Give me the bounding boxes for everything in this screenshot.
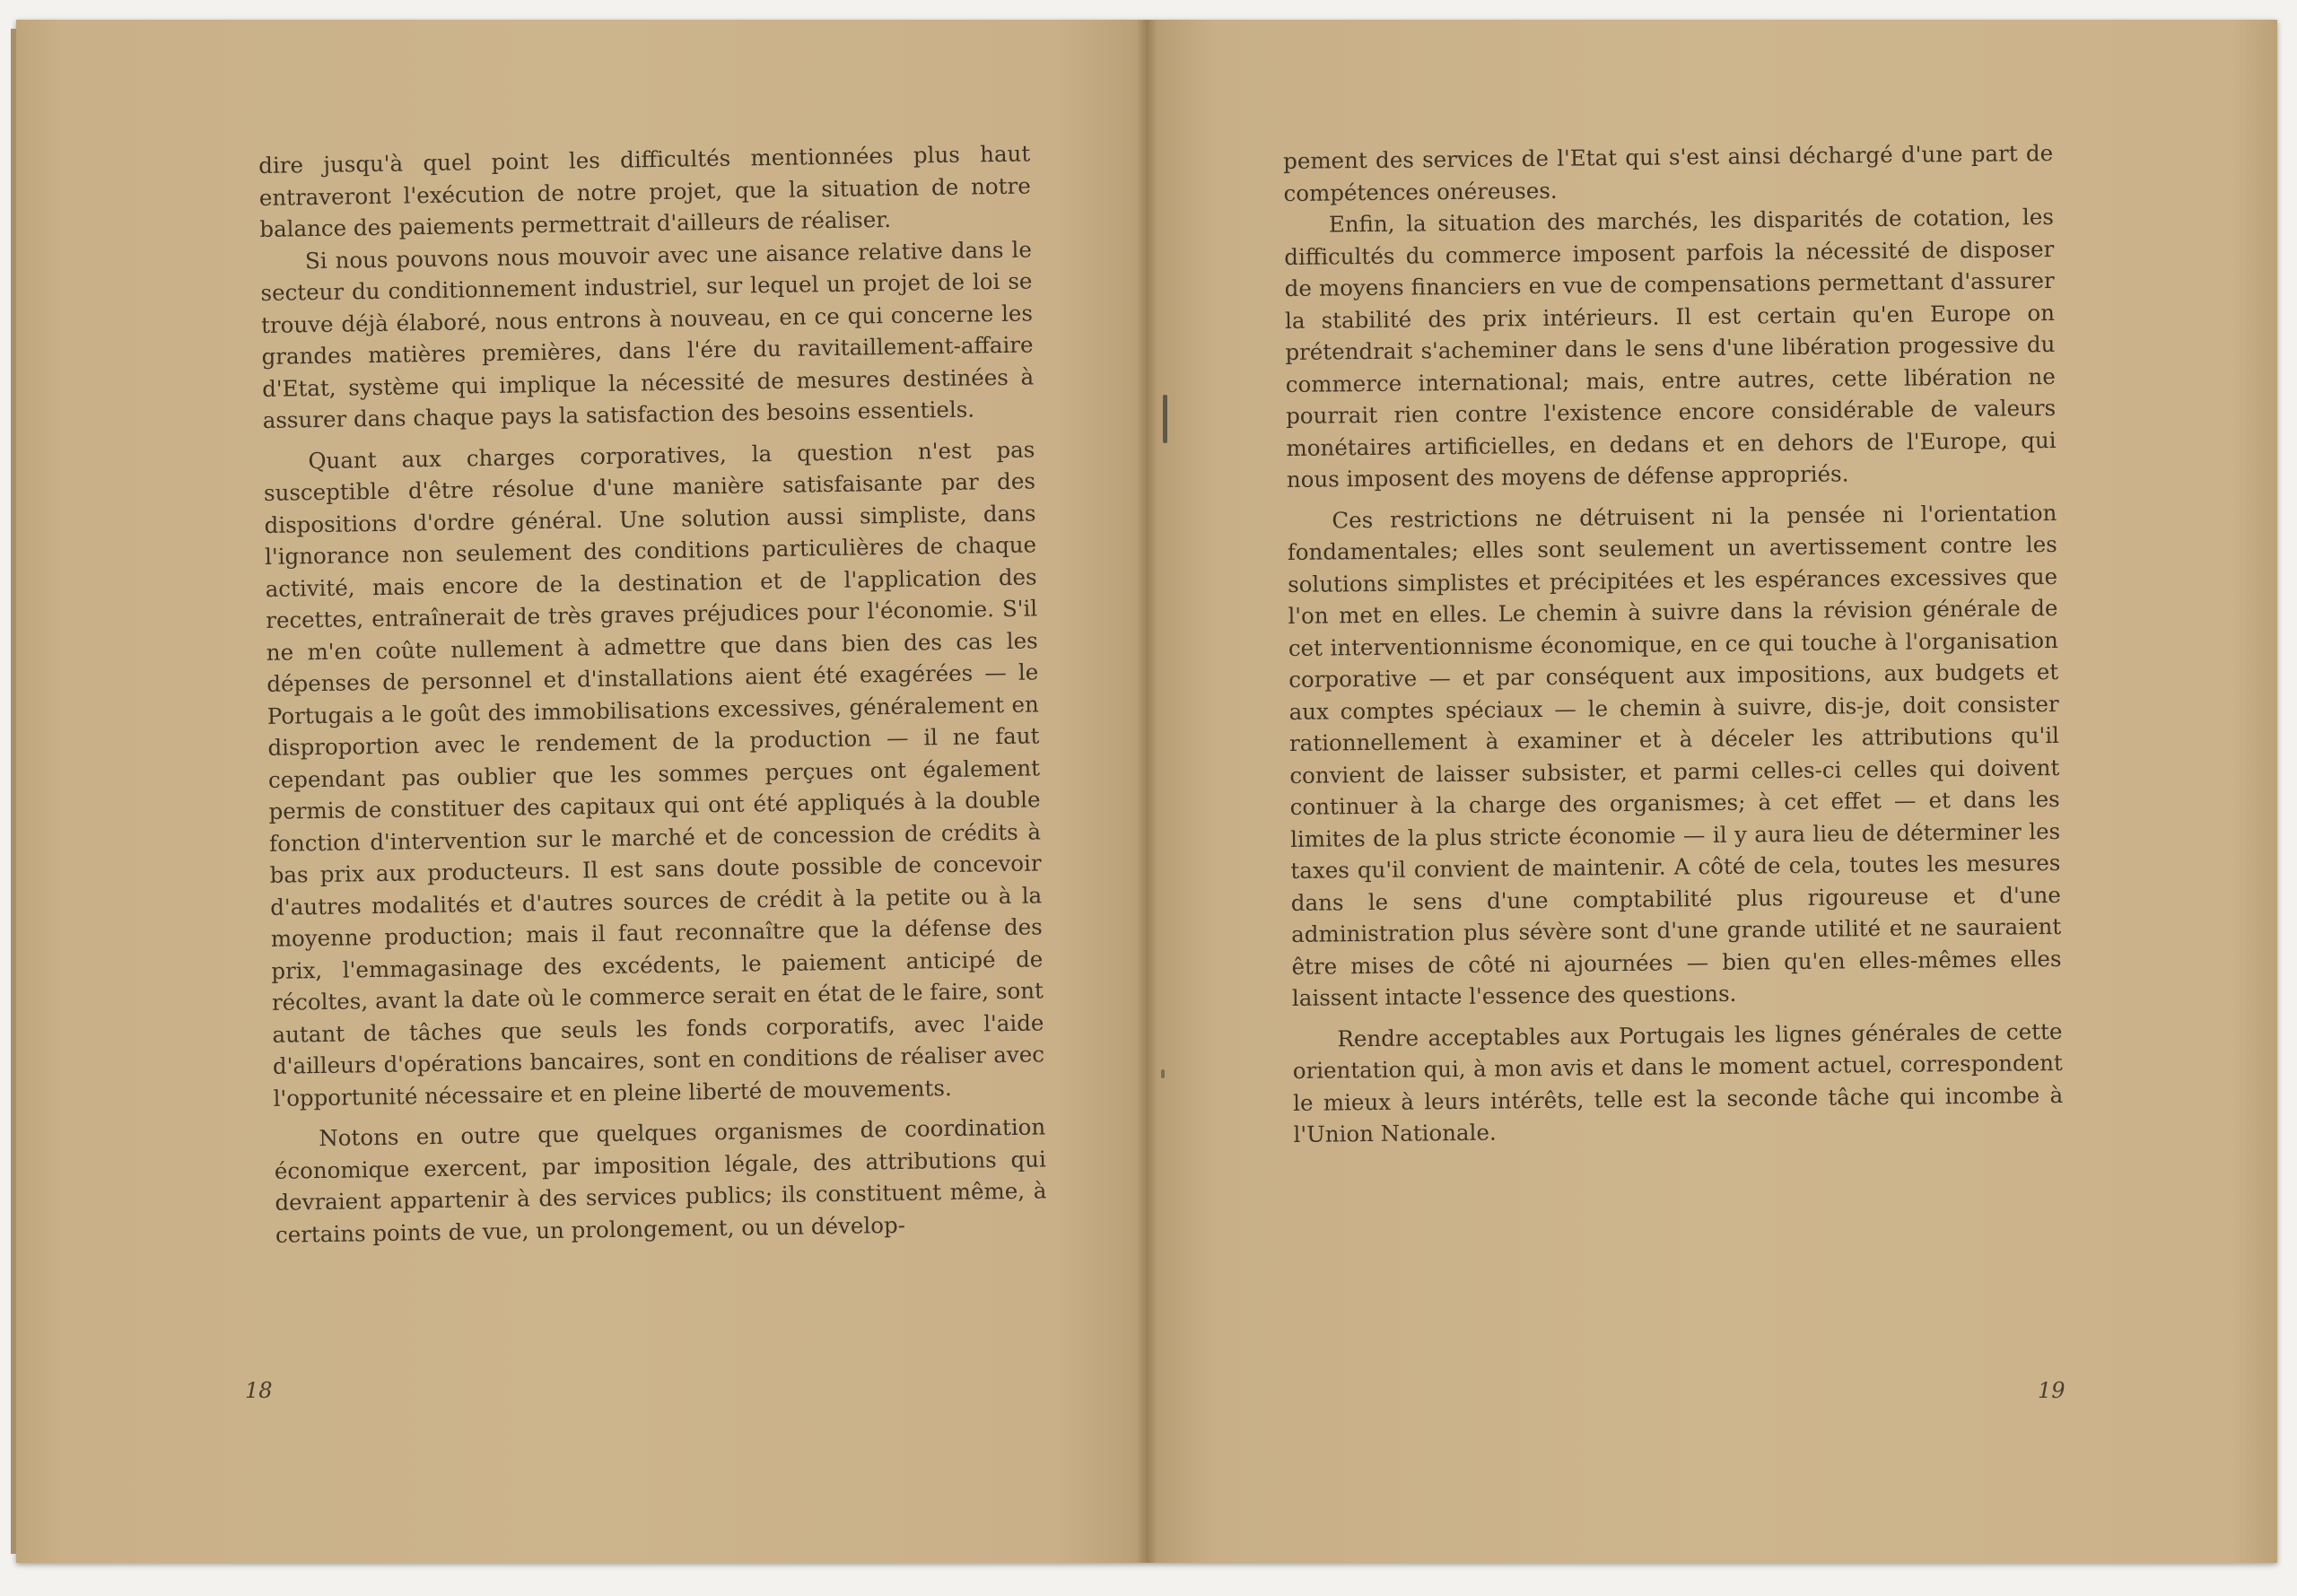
right-paragraph-2: Enfin, la situation des marchés, les disparités de cotation, les difficultés du commerce imposent parfois la nécessité de disposer de moyens financiers en vue de compensations permettant d'assurer la stabilité des prix intérieurs. Il est certain qu'en Europe on prétendrait s'acheminer dans le sens d'une libération progessive du commerce international; mais, entre autres, cette libération ne pourrait rien contre l'existence encore considérable de valeurs monétaires artificielles, en dedans et en dehors de l'Europe, qui nous imposent des moyens de défense appropriés.	[1284, 204, 2057, 493]
left-paragraph-2: Si nous pouvons nous mouvoir avec une aisance relative dans le secteur du conditionnement industriel, sur lequel un projet de loi se trouve déjà élaboré, nous entrons à nouveau, en ce qui concerne les grandes matières premières, dans l'ére du ravitaillement-affaire d'Etat, système qui implique la nécessité de mesures destinées à assurer dans chaque pays la satisfaction des besoins essentiels.	[260, 235, 1035, 433]
binding-staple-top	[1163, 395, 1167, 443]
left-paragraph-1: dire jusqu'à quel point les difficultés mentionnées plus haut entraveront l'exécution de notre projet, que la situation de notre balance des paiements permettrait d'ailleurs de réaliser.	[258, 140, 1031, 242]
right-page-text	[1283, 137, 2064, 1150]
left-paragraph-4: Notons en outre que quelques organismes de coordination économique exercent, par imposition légale, des attributions qui devraient appartenir à des services publics; ils constituent même, à certains points de vue, un prolongement, ou un dévelop-	[274, 1113, 1047, 1248]
right-page	[1147, 20, 2277, 1563]
left-page	[16, 20, 1147, 1563]
binding-staple-bottom	[1161, 1069, 1165, 1078]
right-paragraph-3: Ces restrictions ne détruisent ni la pensée ni l'orientation fondamentales; elles sont seulement un avertissement contre les solutions simplistes et précipitées et les espérances excessives que l'on met en elles. Le chemin à suivre dans la révision générale de cet interventionnisme économique, en ce qui touche à l'organisation corporative — et par conséquent aux impositions, aux budgets et aux comptes spéciaux — le chemin à suivre, dis-je, doit consister rationnellement à examiner et à déceler les attributions qu'il convient de laisser subsister, et parmi celles-ci celles qui doivent continuer à la charge des organismes; à cet effet — et dans les limites de la plus stricte économie — il y aura lieu de déterminer les taxes qu'il convient de maintenir. A côté de cela, toutes les mesures dans le sens d'une comptabilité plus rigoureuse et d'une administration plus sévère sont d'une grande utilité et ne sauraient être mises de côté ni ajournées — bien qu'en elles-mêmes elles laissent intacte l'essence des questions.	[1287, 499, 2062, 1011]
open-booklet	[16, 20, 2277, 1563]
right-page-number: 19	[2038, 1378, 2066, 1403]
left-paragraph-3: Quant aux charges corporatives, la question n'est pas susceptible d'être résolue d'une manière satisfaisante par des dispositions d'ordre général. Une solution aussi simpliste, dans l'ignorance non seulement des conditions particulières de chaque activité, mais encore de la destination et de l'application des recettes, entraînerait de très graves préjudices pour l'économie. S'il ne m'en coûte nullement à admettre que dans bien des cas les dépenses de personnel et d'installations aient été exagérées — le Portugais a le goût des immobilisations excessives, généralement en disproportion avec le rendement de la production — il ne faut cependant pas oublier que les sommes perçues ont également permis de constituer des capitaux qui ont été appliqués à la double fonction d'intervention sur le marché et de concession de crédits à bas prix aux producteurs. Il est sans doute possible de concevoir d'autres modalités et d'autres sources de crédit à la petite ou à la moyenne production; mais il faut reconnaître que la défense des prix, l'emmagasinage des excédents, le paiement anticipé de récoltes, avant la date où le commerce serait en état de le faire, sont autant de tâches que seuls les fonds corporatifs, avec l'aide d'ailleurs d'opérations bancaires, sont en conditions de réaliser avec l'opportunité nécessaire et en pleine liberté de mouvements.	[263, 435, 1045, 1112]
left-page-text	[258, 137, 1047, 1250]
right-paragraph-1: pement des services de l'Etat qui s'est ainsi déchargé d'une part de compétences onéreuses.	[1283, 140, 2054, 206]
spine-gutter	[1136, 20, 1157, 1563]
right-paragraph-4: Rendre acceptables aux Portugais les lignes générales de cette orientation qui, à mon avis et dans le moment actuel, correspondent le mieux à leurs intérêts, telle est la seconde tâche qui incombe à l'Union Nationale.	[1292, 1017, 2064, 1147]
left-page-number: 18	[245, 1378, 273, 1403]
